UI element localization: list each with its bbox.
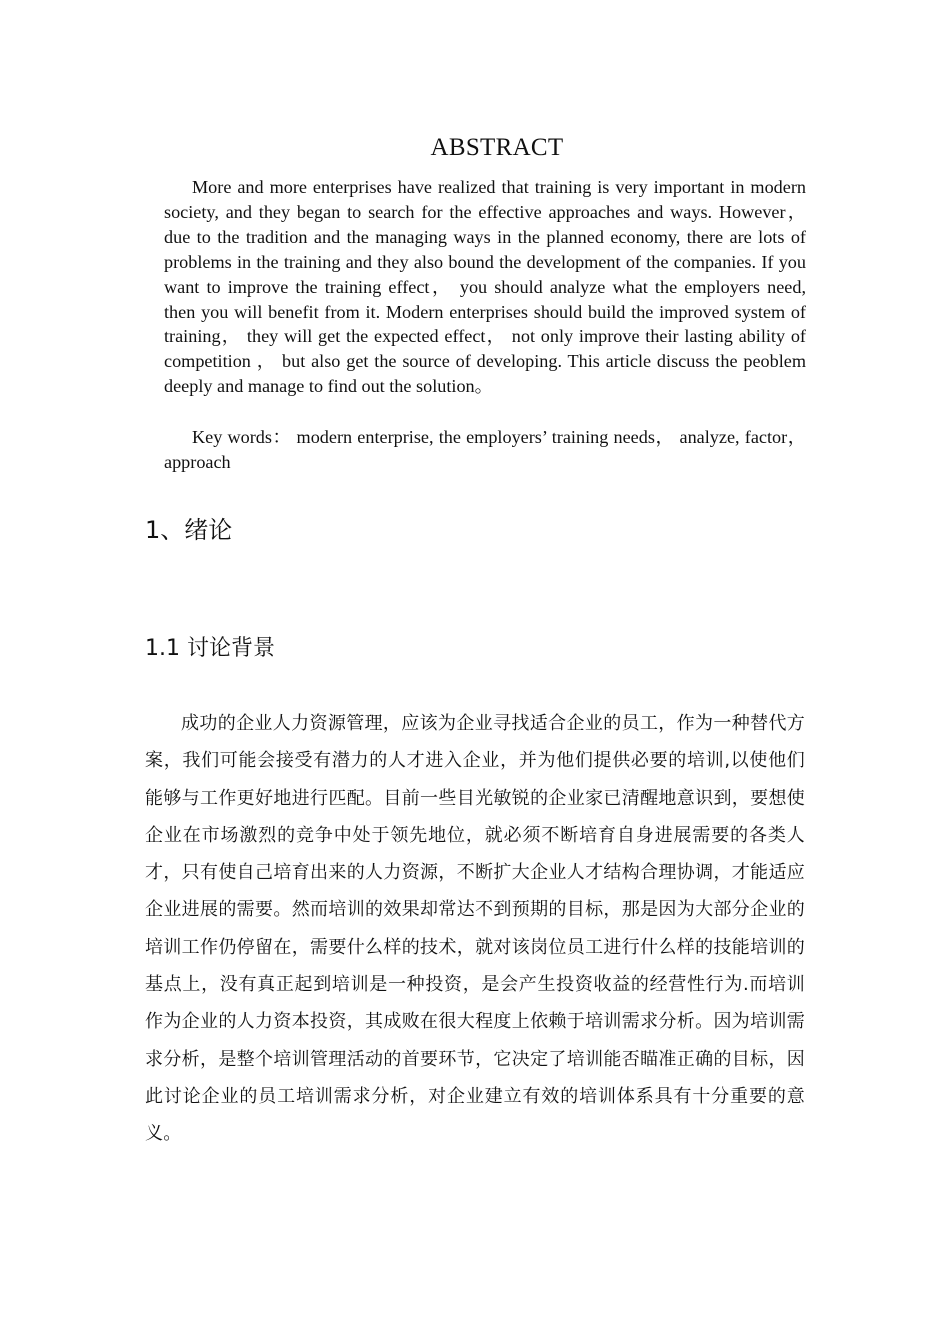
abstract-body: More and more enterprises have realized that training is very important in modern society, and they began to search for the effective approaches and ways. However， due to the tradition and the managing ways in the planned economy, there are lots of problems in the training and they also bound the development of the companies. If you want to improve the training effect， you should analyze what the employers need, then you will benefit from it. Modern enterprises should build the improved system of training， they will get the expected effect， not only improve their lasting ability of competition ， but also get the source of developing. This article discuss the peoblem deeply and manage to find out the solution。 xyxy=(164,177,806,397)
abstract-title: ABSTRACT xyxy=(430,134,564,161)
section-heading-introduction: 1、绪论 xyxy=(145,516,233,544)
background-paragraph: 成功的企业人力资源管理，应该为企业寻找适合企业的员工，作为一种替代方案，我们可能会接受有潜力的人才进入企业，并为他们提供必要的培训,以使他们能够与工作更好地进行匹配。目前一些目光敏锐的企业家已清醒地意识到，要想使企业在市场激烈的竞争中处于领先地位，就必须不断培育自身进展需要的各类人才，只有使自己培育出来的人力资源，不断扩大企业人才结构合理协调，才能适应企业进展的需要。然而培训的效果却常达不到预期的目标，那是因为大部分企业的培训工作仍停留在，需要什么样的技术，就对该岗位员工进行什么样的技能培训的基点上，没有真正起到培训是一种投资，是会产生投资收益的经营性行为.而培训作为企业的人力资本投资，其成败在很大程度上依赖于培训需求分析。因为培训需求分析，是整个培训管理活动的首要环节，它决定了培训能否瞄准正确的目标，因此讨论企业的员工培训需求分析，对企业建立有效的培训体系具有十分重要的意义。 xyxy=(145,713,805,1145)
subsection-heading-background: 1.1 讨论背景 xyxy=(145,636,275,661)
abstract-keywords: Key words： modern enterprise, the employers’ training needs， analyze, factor， approach xyxy=(164,427,806,472)
